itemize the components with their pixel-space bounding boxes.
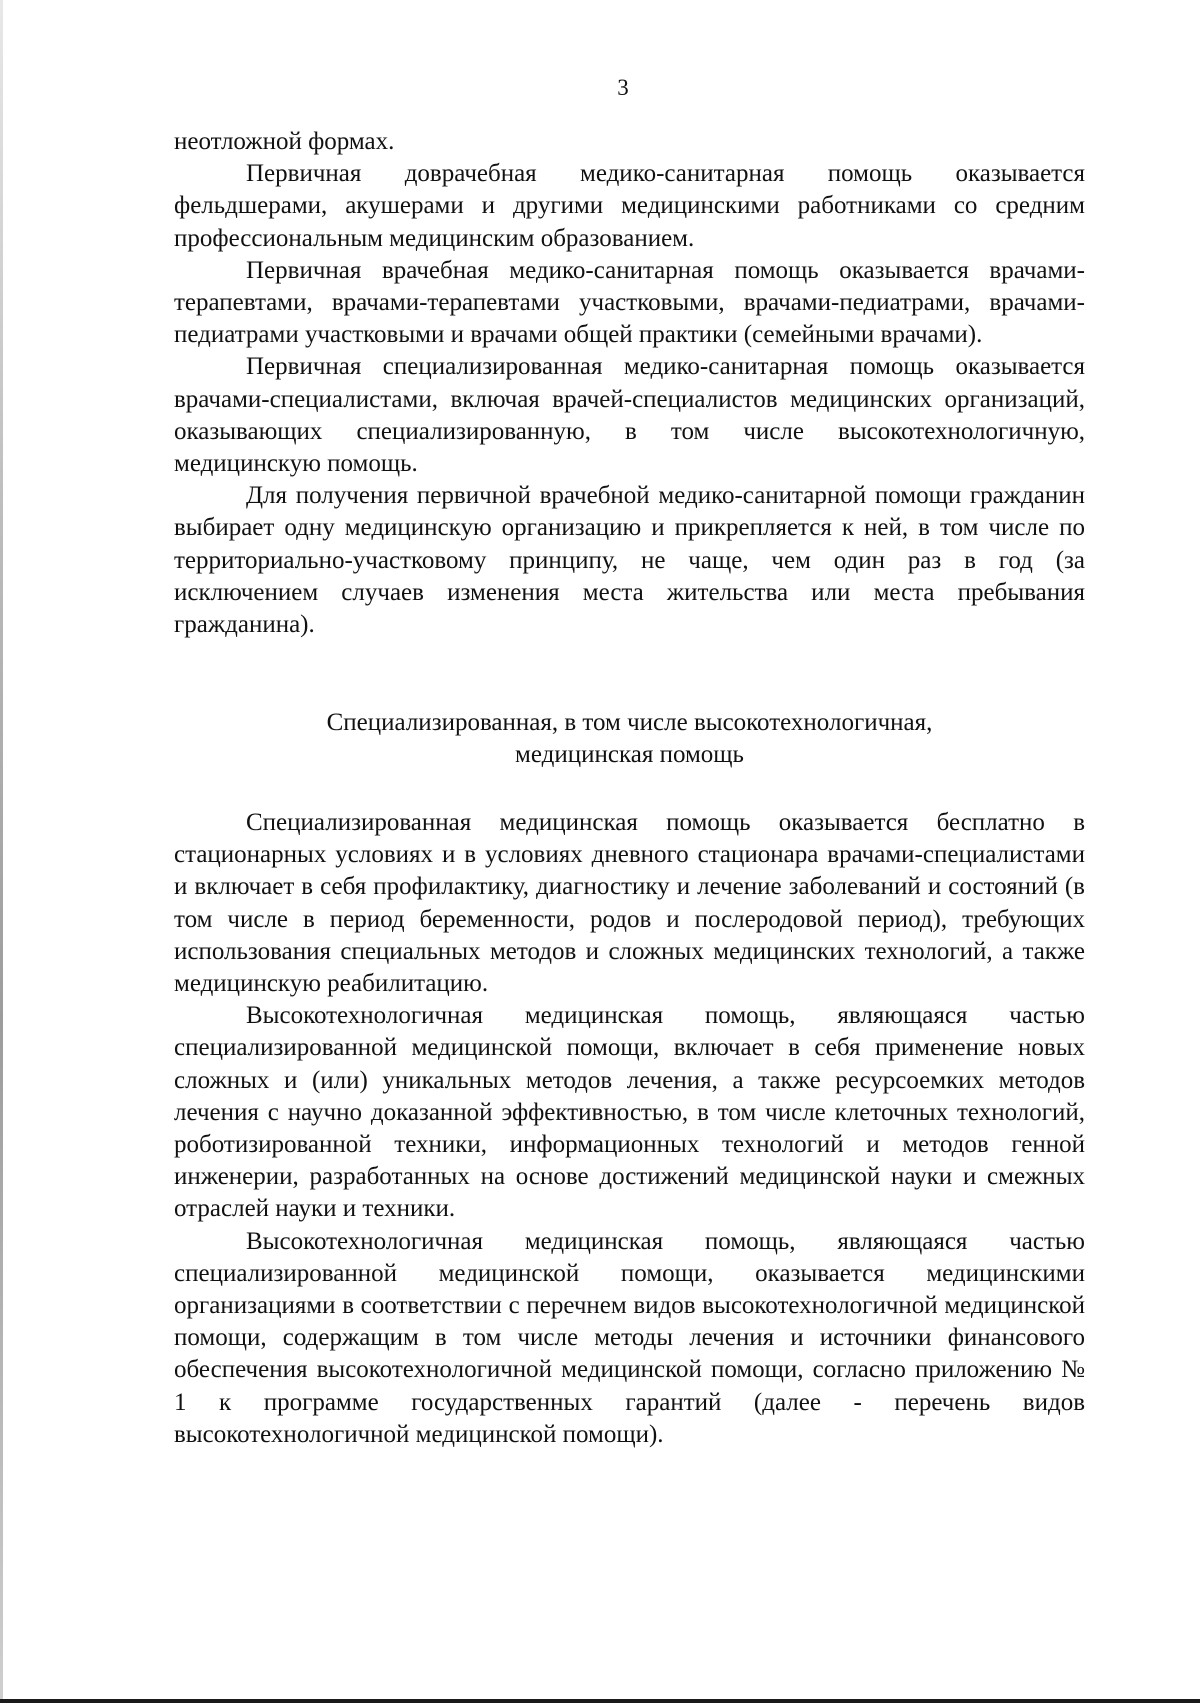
paragraph-pre-physician-care: Первичная доврачебная медико-санитарная помощь оказывается фельдшерами, акушерами и другими медицинскими работниками со средним профессиональным медицинским образованием.: [174, 160, 1085, 252]
section-heading-line-2: медицинская помощь: [515, 741, 744, 769]
paragraph-high-tech-care-provision: Высокотехнологичная медицинская помощь, являющаяся частью специализированной медицинской помощи, оказывается медицинскими организациями в соответствии с перечнем видов высокотехнологичной медицинской помощи, содержащим в том числе методы лечения и источники финансового обеспечения высокотехнологичной медицинской помощи, согласно приложению № 1 к программе государственных гарантий (далее - перечень видов высокотехнологичной медицинской помощи).: [174, 1227, 1085, 1448]
section-heading: [174, 707, 1085, 771]
paragraph-specialized-primary-care: Первичная специализированная медико-санитарная помощь оказывается врачами-специалистами, включая врачей-специалистов медицинских организаций, оказывающих специализированную, в том числе высокотехнологичную, медицинскую помощь.: [174, 353, 1085, 478]
paragraph-continuation: неотложной формах.: [174, 128, 395, 155]
body-text-top: [174, 126, 1085, 641]
body-text-bottom: [174, 807, 1085, 1451]
paragraph-physician-care: Первичная врачебная медико-санитарная помощь оказывается врачами-терапевтами, врачами-терапевтами участковыми, врачами-педиатрами, врачами-педиатрами участковыми и врачами общей практики (семейными врачами).: [174, 256, 1085, 349]
section-heading-line-1: Специализированная, в том числе высокотехнологичная,: [326, 709, 933, 736]
scan-left-edge: [0, 0, 3, 1703]
page-number: 3: [617, 75, 629, 100]
paragraph-choice-of-organization: Для получения первичной врачебной медико-санитарной помощи гражданин выбирает одну медицинскую организацию и прикрепляется к ней, в том числе по территориально-участковому принципу, не чаще, чем один раз в год (за исключением случаев изменения места жительства или места пребывания гражданина).: [174, 482, 1085, 639]
scan-bottom-edge: [0, 1699, 1200, 1703]
paragraph-specialized-care: Специализированная медицинская помощь оказывается бесплатно в стационарных условиях и в условиях дневного стационара врачами-специалистами и включает в себя профилактику, диагностику и лечение заболеваний и состояний (в том числе в период беременности, родов и послеродовой период), требующих использования специальных методов и сложных медицинских технологий, а также медицинскую реабилитацию.: [174, 809, 1085, 998]
paragraph-high-tech-care-definition: Высокотехнологичная медицинская помощь, являющаяся частью специализированной медицинской помощи, включает в себя применение новых сложных и (или) уникальных методов лечения, а также ресурсоемких методов лечения с научно доказанной эффективностью, в том числе клеточных технологий, роботизированной техники, информационных технологий и методов генной инженерии, разработанных на основе достижений медицинской науки и смежных отраслей науки и техники.: [174, 1002, 1085, 1223]
